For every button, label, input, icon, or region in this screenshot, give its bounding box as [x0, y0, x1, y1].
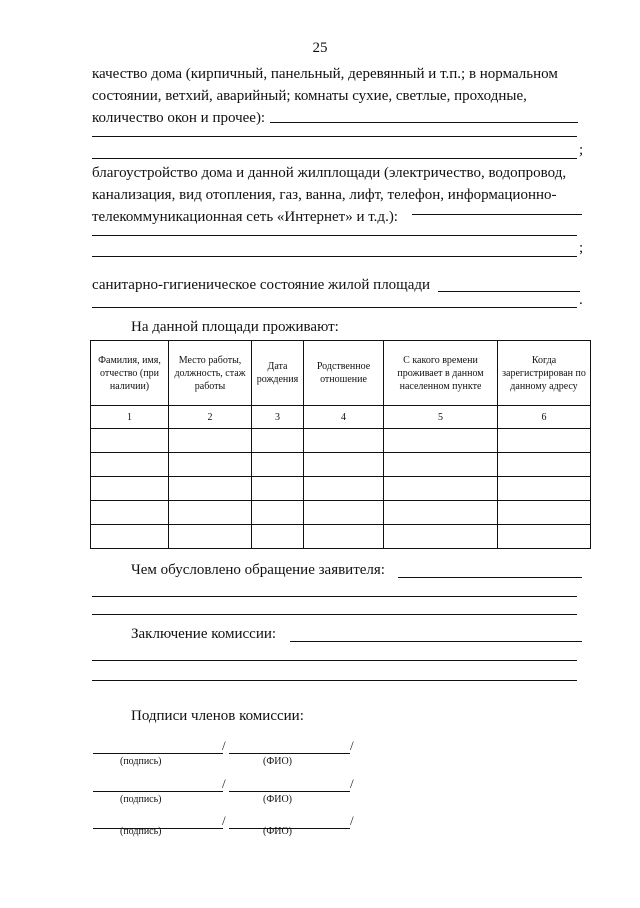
table-cell: [384, 429, 498, 453]
column-number-cell: 4: [304, 406, 384, 429]
table-cell: [304, 477, 384, 501]
table-cell: [384, 501, 498, 525]
page-number: 25: [312, 40, 328, 56]
table-cell: [91, 525, 169, 549]
table-row: [91, 477, 591, 501]
column-number-cell: 1: [91, 406, 169, 429]
amenities-fill-line-3: [92, 256, 577, 257]
sanitary-end-punct: .: [579, 292, 583, 308]
amenities-fill-line-2: [92, 235, 577, 236]
housing-quality-end-punct: ;: [579, 142, 584, 158]
table-cell: [498, 477, 591, 501]
table-cell: [384, 525, 498, 549]
conclusion-fill-line-1: [290, 641, 582, 642]
residents-heading: На данной площади проживают:: [131, 319, 339, 335]
signature-line: [93, 753, 223, 754]
signature-line: [93, 791, 223, 792]
signature-caption: (подпись): [120, 756, 162, 767]
reason-fill-line-2: [92, 596, 577, 597]
reason-fill-line-3: [92, 614, 577, 615]
conclusion-fill-line-2: [92, 660, 577, 661]
name-line: [229, 791, 350, 792]
name-line: [229, 753, 350, 754]
table-row: [91, 501, 591, 525]
table-header-row: [91, 341, 591, 406]
table-cell: [91, 429, 169, 453]
name-slash: /: [350, 738, 354, 753]
column-number-cell: 5: [384, 406, 498, 429]
table-row: [91, 525, 591, 549]
table-header-cell: С какого времени проживает в данном населенном пункте: [384, 341, 498, 406]
conclusion-label: Заключение комиссии:: [131, 626, 277, 642]
table-cell: [252, 525, 304, 549]
amenities-fill-line-1: [412, 214, 582, 215]
table-cell: [252, 477, 304, 501]
table-row: [91, 453, 591, 477]
table-cell: [169, 501, 252, 525]
table-cell: [304, 453, 384, 477]
table-cell: [91, 501, 169, 525]
table-cell: [169, 453, 252, 477]
table-row: [91, 429, 591, 453]
table-cell: [304, 525, 384, 549]
table-cell: [169, 525, 252, 549]
table-header-cell: Родственное отношение: [304, 341, 384, 406]
housing-quality-fill-line-2: [92, 136, 577, 137]
table-cell: [169, 477, 252, 501]
reason-label: Чем обусловлено обращение заявителя:: [131, 562, 385, 578]
table-cell: [252, 429, 304, 453]
column-number-cell: 2: [169, 406, 252, 429]
sanitary-fill-line-1: [438, 291, 580, 292]
table-column-number-row: [91, 406, 591, 429]
signature-slash: /: [222, 813, 226, 828]
table-cell: [169, 429, 252, 453]
amenities-end-punct: ;: [579, 240, 584, 256]
table-cell: [498, 525, 591, 549]
signature-slash: /: [222, 738, 226, 753]
signature-caption: (подпись): [120, 826, 162, 837]
signature-slash: /: [222, 776, 226, 791]
name-caption: (ФИО): [263, 794, 293, 805]
housing-quality-text: [92, 63, 582, 129]
signatures-heading: Подписи членов комиссии:: [131, 708, 304, 724]
amenities-line-3: телекоммуникационная сеть «Интернет» и т.д.):: [92, 209, 398, 225]
table-header-cell: Место работы, должность, стаж работы: [169, 341, 252, 406]
table-header-cell: Фамилия, имя, отчество (при наличии): [91, 341, 169, 406]
table-cell: [91, 477, 169, 501]
table-cell: [384, 453, 498, 477]
sanitary-line-1: санитарно-гигиеническое состояние жилой площади: [92, 277, 431, 293]
amenities-text: [92, 162, 582, 228]
housing-quality-line-2: состоянии, ветхий, аварийный; комнаты сухие, светлые, проходные,: [92, 88, 527, 104]
table-cell: [304, 501, 384, 525]
signature-caption: (подпись): [120, 794, 162, 805]
conclusion-fill-line-3: [92, 680, 577, 681]
table-cell: [252, 501, 304, 525]
table-header-cell: Дата рождения: [252, 341, 304, 406]
table-cell: [384, 477, 498, 501]
reason-fill-line-1: [398, 577, 582, 578]
table-cell: [498, 429, 591, 453]
sanitary-text: [92, 274, 582, 296]
table-cell: [91, 453, 169, 477]
housing-quality-fill-line-1: [270, 122, 578, 123]
name-caption: (ФИО): [263, 756, 293, 767]
column-number-cell: 6: [498, 406, 591, 429]
housing-quality-line-3: количество окон и прочее):: [92, 110, 266, 126]
name-slash: /: [350, 813, 354, 828]
sanitary-fill-line-2: [92, 307, 577, 308]
amenities-line-1: благоустройство дома и данной жилплощади (электричество, водопровод,: [92, 165, 567, 181]
amenities-line-2: канализация, вид отопления, газ, ванна, лифт, телефон, информационно-: [92, 187, 557, 203]
column-number-cell: 3: [252, 406, 304, 429]
table-cell: [252, 453, 304, 477]
table-cell: [498, 501, 591, 525]
name-slash: /: [350, 776, 354, 791]
table-header-cell: Когда зарегистрирован по данному адресу: [498, 341, 591, 406]
housing-quality-line-1: качество дома (кирпичный, панельный, деревянный и т.п.; в нормальном: [92, 66, 558, 82]
table-cell: [498, 453, 591, 477]
housing-quality-fill-line-3: [92, 158, 577, 159]
table-cell: [304, 429, 384, 453]
residents-table: [90, 340, 591, 549]
name-caption: (ФИО): [263, 826, 293, 837]
